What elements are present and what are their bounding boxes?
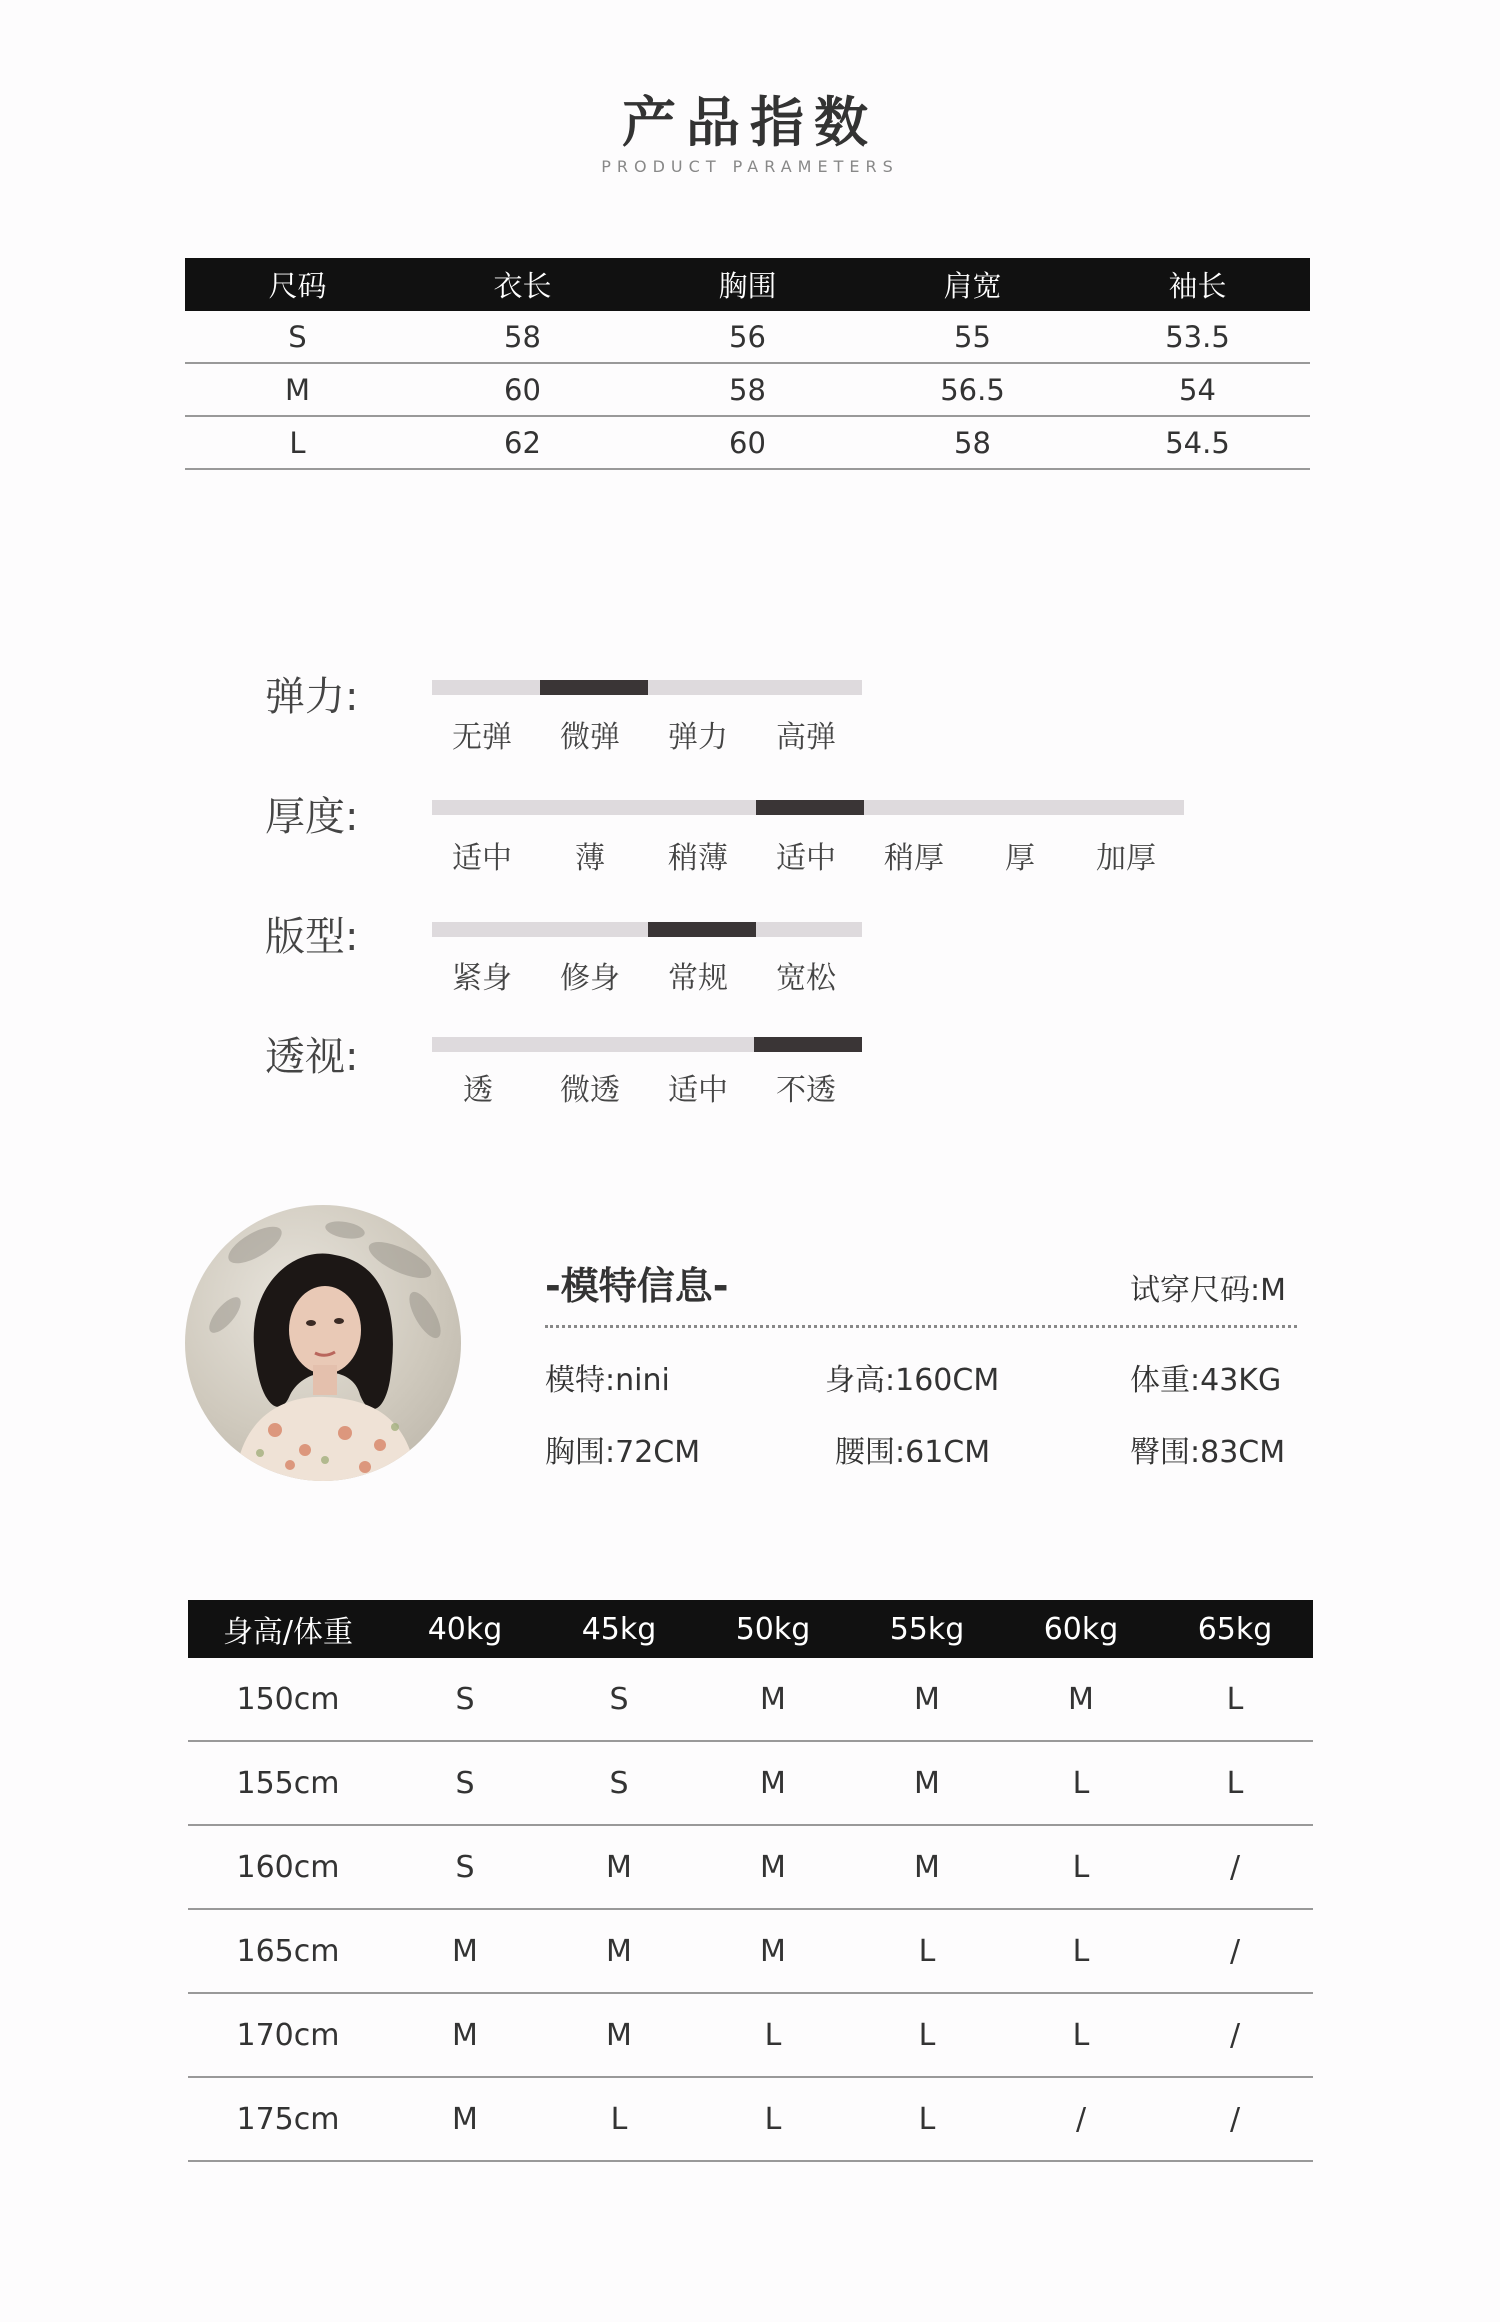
table-cell: L xyxy=(1072,2017,1090,2053)
thickness-bar-fill xyxy=(756,800,864,815)
model-name: 模特:nini xyxy=(545,1363,670,1398)
size-col-header: 衣长 xyxy=(493,269,552,303)
table-cell: L xyxy=(1226,1681,1244,1717)
table-cell: M xyxy=(284,372,311,407)
table-cell: 54 xyxy=(1179,372,1216,407)
table-cell: L xyxy=(1072,1765,1090,1801)
model-hips: 臀围:83CM xyxy=(1130,1435,1286,1470)
table-cell: M xyxy=(760,1933,786,1969)
rec-col-header: 60kg xyxy=(1043,1611,1119,1647)
table-cell: M xyxy=(760,1765,786,1801)
table-cell: M xyxy=(606,2017,632,2053)
table-cell: L xyxy=(1226,1765,1244,1801)
scale-option: 微弹 xyxy=(560,720,620,755)
scale-option: 加厚 xyxy=(1096,841,1156,876)
table-cell: L xyxy=(610,2101,628,2137)
scale-option: 透 xyxy=(463,1073,493,1108)
model-photo-icon xyxy=(185,1205,461,1481)
table-cell: M xyxy=(760,1681,786,1717)
scale-option: 稍薄 xyxy=(668,841,728,876)
table-cell: S xyxy=(455,1849,475,1885)
page-subtitle: PRODUCT PARAMETERS xyxy=(601,157,899,176)
scale-option: 高弹 xyxy=(776,720,836,755)
table-cell: L xyxy=(289,425,306,460)
rec-col-header: 65kg xyxy=(1197,1611,1273,1647)
table-cell: 175cm xyxy=(236,2101,340,2137)
table-row xyxy=(188,2078,1313,2162)
table-cell: 54.5 xyxy=(1165,425,1230,460)
page-title: 产品指数 xyxy=(622,91,878,154)
table-cell: S xyxy=(455,1681,475,1717)
table-cell: M xyxy=(606,1933,632,1969)
scale-option: 修身 xyxy=(560,961,620,996)
table-cell: S xyxy=(455,1765,475,1801)
table-row xyxy=(185,417,1310,470)
rec-col-header: 50kg xyxy=(735,1611,811,1647)
fit-bar-fill xyxy=(648,922,756,937)
scale-option: 稍厚 xyxy=(884,841,944,876)
table-cell: M xyxy=(452,2101,478,2137)
table-cell: / xyxy=(1229,2101,1241,2137)
scale-option: 常规 xyxy=(668,961,728,996)
scale-option: 紧身 xyxy=(452,961,512,996)
model-avatar xyxy=(185,1205,461,1481)
table-cell: 58 xyxy=(504,319,541,354)
table-cell: M xyxy=(914,1849,940,1885)
table-row xyxy=(188,1910,1313,1994)
table-cell: 155cm xyxy=(236,1765,340,1801)
table-cell: / xyxy=(1229,1849,1241,1885)
scale-option: 薄 xyxy=(575,841,605,876)
table-cell: S xyxy=(288,319,307,354)
scale-option: 厚 xyxy=(1005,841,1035,876)
rec-col-header: 身高/体重 xyxy=(222,1615,354,1650)
table-cell: 160cm xyxy=(236,1849,340,1885)
table-cell: L xyxy=(764,2101,782,2137)
scale-option: 宽松 xyxy=(776,961,836,996)
elasticity-bar-fill xyxy=(540,680,648,695)
table-cell: S xyxy=(609,1681,629,1717)
dotted-divider xyxy=(545,1325,1297,1328)
rec-col-header: 45kg xyxy=(581,1611,657,1647)
table-cell: 62 xyxy=(504,425,541,460)
model-section-title: -模特信息- xyxy=(545,1264,729,1308)
rec-col-header: 40kg xyxy=(427,1611,503,1647)
table-cell: M xyxy=(452,2017,478,2053)
table-row xyxy=(185,311,1310,364)
rec-table-header xyxy=(188,1600,1313,1658)
seethrough-label: 透视: xyxy=(265,1034,359,1080)
thickness-label: 厚度: xyxy=(265,794,359,840)
table-cell: L xyxy=(918,2101,936,2137)
scale-option: 适中 xyxy=(776,841,836,876)
size-recommendation-table xyxy=(188,1600,1313,2162)
table-cell: 56.5 xyxy=(940,372,1005,407)
table-cell: 60 xyxy=(729,425,766,460)
table-cell: 53.5 xyxy=(1165,319,1230,354)
table-cell: 60 xyxy=(504,372,541,407)
elasticity-label: 弹力: xyxy=(265,674,359,720)
size-table-header xyxy=(185,258,1310,311)
elasticity-bar xyxy=(432,680,862,695)
table-cell: 55 xyxy=(954,319,991,354)
table-cell: 165cm xyxy=(236,1933,340,1969)
table-cell: M xyxy=(914,1681,940,1717)
table-cell: 56 xyxy=(729,319,766,354)
table-row xyxy=(188,1658,1313,1742)
table-cell: M xyxy=(760,1849,786,1885)
size-col-header: 袖长 xyxy=(1168,269,1227,303)
table-cell: L xyxy=(1072,1933,1090,1969)
thickness-bar xyxy=(432,800,1184,815)
table-cell: S xyxy=(609,1765,629,1801)
table-cell: L xyxy=(918,2017,936,2053)
scale-option: 不透 xyxy=(776,1073,836,1108)
scale-option: 适中 xyxy=(452,841,512,876)
scale-option: 微透 xyxy=(560,1073,620,1108)
fit-bar xyxy=(432,922,862,937)
seethrough-bar xyxy=(432,1037,862,1052)
scale-option: 适中 xyxy=(668,1073,728,1108)
scale-option: 弹力 xyxy=(668,720,728,755)
fit-label: 版型: xyxy=(265,914,359,960)
table-cell: / xyxy=(1229,1933,1241,1969)
table-cell: 150cm xyxy=(236,1681,340,1717)
table-row xyxy=(188,1994,1313,2078)
size-col-header: 胸围 xyxy=(718,269,777,303)
size-col-header: 肩宽 xyxy=(943,269,1002,303)
model-try-size: 试穿尺码:M xyxy=(1130,1273,1286,1308)
table-row xyxy=(185,364,1310,417)
table-cell: L xyxy=(764,2017,782,2053)
table-cell: M xyxy=(606,1849,632,1885)
rec-col-header: 55kg xyxy=(889,1611,965,1647)
table-cell: 58 xyxy=(729,372,766,407)
model-weight: 体重:43KG xyxy=(1130,1363,1282,1398)
model-waist: 腰围:61CM xyxy=(835,1435,991,1470)
size-table xyxy=(185,258,1310,470)
model-height: 身高:160CM xyxy=(825,1363,1000,1398)
table-cell: 58 xyxy=(954,425,991,460)
table-cell: / xyxy=(1075,2101,1087,2137)
table-row xyxy=(188,1742,1313,1826)
table-cell: L xyxy=(1072,1849,1090,1885)
size-col-header: 尺码 xyxy=(268,269,327,303)
table-cell: L xyxy=(918,1933,936,1969)
model-bust: 胸围:72CM xyxy=(545,1435,701,1470)
seethrough-bar-fill xyxy=(754,1037,862,1052)
table-cell: / xyxy=(1229,2017,1241,2053)
table-cell: 170cm xyxy=(236,2017,340,2053)
scale-option: 无弹 xyxy=(452,720,512,755)
table-row xyxy=(188,1826,1313,1910)
table-cell: M xyxy=(914,1765,940,1801)
table-cell: M xyxy=(1068,1681,1094,1717)
table-cell: M xyxy=(452,1933,478,1969)
